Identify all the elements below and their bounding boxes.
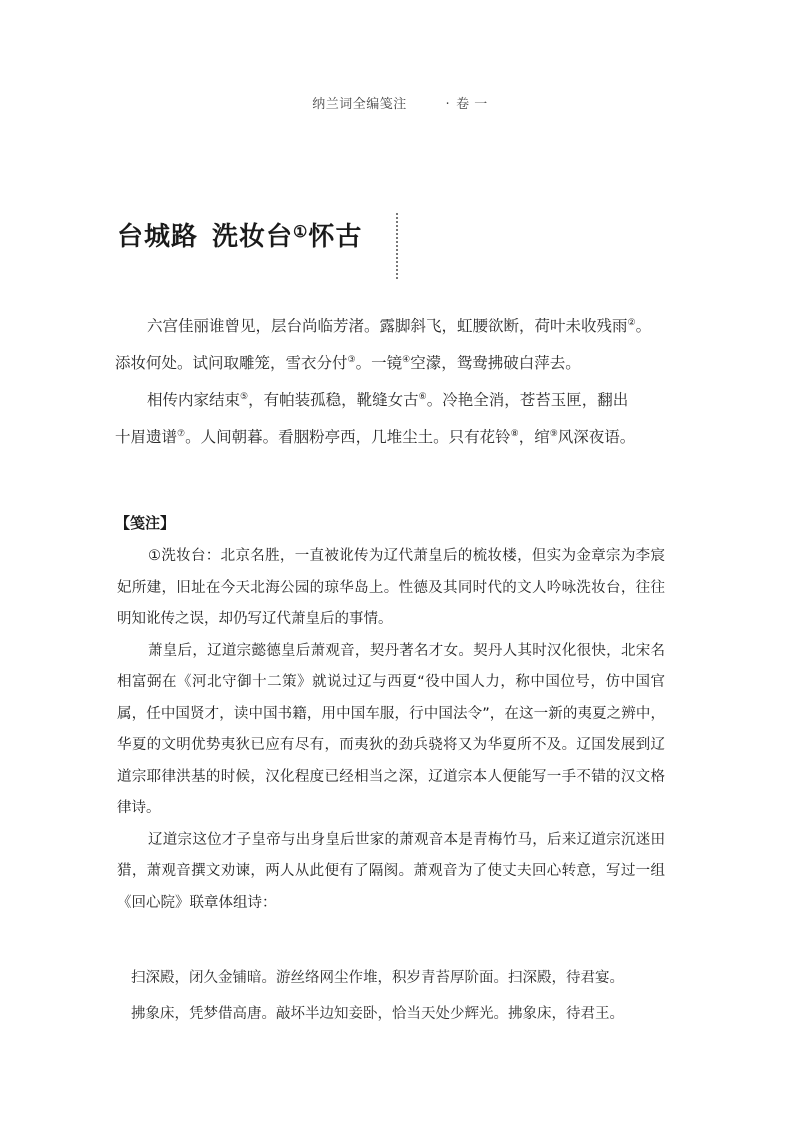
quoted-verse bbox=[131, 960, 681, 1032]
verse-line: 扫深殿，闭久金铺暗。游丝络网尘作堆，积岁青苔厚阶面。扫深殿，待君宴。 bbox=[131, 970, 624, 986]
poem-title bbox=[117, 224, 362, 250]
note-paragraph: ①洗妆台：北京名胜，一直被讹传为辽代萧皇后的梳妆楼，但实为金章宗为李宸妃所建，旧址在今天北海公园的琼华岛上。性德及其同时代的文人吟咏洗妆台，往往明知讹传之误，却仍写辽代萧皇后的事情。 bbox=[117, 548, 665, 627]
poem-subject: 洗妆台 bbox=[212, 222, 294, 252]
separator-dot: · bbox=[445, 97, 451, 112]
poem-line: 十眉遗谱⑦。人间朝暮。看胭粉亭西，几堆尘土。只有花铃⑧，绾⑨风深夜语。 bbox=[115, 428, 636, 446]
poem-body bbox=[115, 306, 675, 454]
running-header bbox=[0, 93, 800, 112]
book-title: 纳兰词全编笺注 bbox=[312, 97, 407, 112]
title-dotted-rule bbox=[396, 213, 398, 279]
verse-line: 拂象床，凭梦借高唐。敲坏半边知妾卧，恰当天处少辉光。拂象床，待君王。 bbox=[131, 1006, 624, 1022]
volume-label: 卷 一 bbox=[456, 97, 488, 112]
note-paragraph: 萧皇后，辽道宗懿德皇后萧观音，契丹著名才女。契丹人其时汉化很快，北宋名相富弼在《河北守御十二策》就说过辽与西夏“役中国人力，称中国位号，仿中国官属，任中国贤才，读中国书籍，用中国车服，行中国法令”，在这一新的夷夏之辨中，华夏的文明优势夷狄已应有尽有，而夷狄的劲兵骁将又为华夏所不及。辽国发展到辽道宗耶律洪基的时候，汉化程度已经相当之深，辽道宗本人便能写一手不错的汉文格律诗。 bbox=[117, 642, 665, 816]
poem-line: 六宫佳丽谁曾见，层台尚临芳渚。露脚斜飞，虹腰欲断，荷叶未收残雨②。 bbox=[147, 317, 652, 335]
notes-body bbox=[117, 541, 665, 919]
notes-heading: 【笺注】 bbox=[115, 514, 176, 532]
note-paragraph: 辽道宗这位才子皇帝与出身皇后世家的萧观音本是青梅竹马，后来辽道宗沉迷田猎，萧观音撰文劝谏，两人从此便有了隔阂。萧观音为了使丈夫回心转意，写过一组《回心院》联章体组诗： bbox=[117, 831, 665, 911]
poem-line: 相传内家结束⑤，有帕装孤稳，靴缝女古⑥。冷艳全消，苍苔玉匣，翻出 bbox=[147, 391, 629, 409]
tune-name: 台城路 bbox=[117, 222, 199, 252]
poem-subject-end: 怀古 bbox=[308, 222, 363, 252]
note-mark: ① bbox=[293, 222, 309, 241]
poem-line: 添妆何处。试问取雕笼，雪衣分付③。一镜④空濛，鸳鸯拂破白萍去。 bbox=[115, 354, 581, 372]
